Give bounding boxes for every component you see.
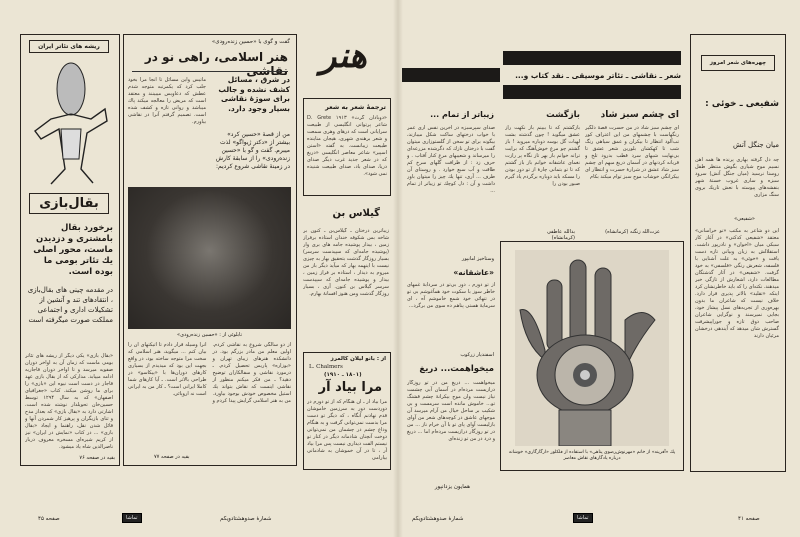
- continued-note: بقیه در صفحه ۷۶: [79, 455, 115, 461]
- theatre-roots-column: [20, 34, 120, 466]
- poem-body: صدای سپرسبزه در آخرین نفس اری عمر با خواب درختهای ساکت شکل میبازند، بیگونه برای تو سخن از گلستوزاری میتوان گفت با درختان نازك که دگرشده مزرعه‌ای را میرساند و شعیبهای مرغ کنار آفتاب . و حرف زد : از ظرافت گلهای سرخ کم طاقت و آب سبع خوارد . و روستای آن طرف ... آری، تنها یك چیز را میتوان باور داشت و آن : دل کوچك تو زیباتر از تمام ...: [407, 125, 495, 194]
- poem-title: مرا بیاد آر: [318, 380, 382, 395]
- page-number: صفحه ۴۱: [738, 516, 760, 522]
- magazine-logo: تماشا: [573, 513, 593, 523]
- subheadline: در مقدمه چینی های بقال‌بازی ، انتقادهای تند و آتشین از تشکیلات اداری و اجتماعی مملکت صورت میگرفته است: [27, 286, 113, 324]
- divider: [132, 71, 288, 72]
- poem-author: بدالله عاطفی (کرمانشاه): [546, 229, 575, 241]
- continued-note: بقیه در صفحه ۷۷: [154, 454, 190, 460]
- article-body: «بقال بازی» یکی دیگر از ریشه های تئاتر بومی ماست که زمان آن به اواخر دوران صفویه میرسد و تا اواخر دوران قاجاریه ادامه مییابد. مدارکی که از بقال بازی عهد قاجار در دست است نیوه این «بازی» را برای ما روشن میکند. کتاب «جغرافیای اصفهان» که به سال ۱۲۹۴ توسط حسین‌خان تحویلدار نوشته شده است، اشارتی دارد به «بقال بازی» که بعداز مدح و ثنای بازیگران و پرهیز کار شمردن آنها و قائل شدن نقل، راهنما و ایجاد «بقال بازی» ... در کتاب «نمایش در ایران» نیز از کریم شیره‌ای مسخره معروف دربار ناصرالدین شاه یاد میشود.: [25, 353, 113, 450]
- section-logo-art: هنر: [320, 36, 367, 76]
- poem-body: از تو دورم ، دور بی‌تو در سردابهٔ غمهای خاطر سوز با سکوت خود همآغوشم بی تو در تنهائی خود شمع خاموشم آه ، ای سرمایهٔ هستی پناهم ده سوی من برگرد...: [407, 282, 495, 309]
- banner-bar-top: [503, 51, 681, 65]
- poem-author: عزت‌الله زنگنه (کرمانشاه): [605, 229, 660, 235]
- issue-label: شمارهٔ صدوهشتادویکم: [412, 516, 464, 522]
- poem-body: میخواهمت ... دریغ من در تو روزگار درازیست مرده‌ام در آسمان آبی چشمت نیاز نیست وان موج بیکرانهٔ چشم قشنگ تو... خاموش مانده است سرمست و بی شکیب بر ساحل خیال من آرام میرسد آن موجهای عاشق در کوچه‌های شعر من آوای بازلیست آوای پای تو با آن خرام ناز ... من در تو روزگار درازیست مرده‌ام اما ... دریغ و درد در من تو زنده‌ای: [407, 380, 495, 442]
- photo-caption: تابلوئی از : «حسین زنده‌رودی»: [177, 332, 242, 338]
- poem-author: وستاخیز امانپور: [461, 256, 494, 262]
- interview-article: [123, 34, 297, 466]
- decorated-hand-illustration-icon: [515, 250, 669, 446]
- banner-bar-left: [402, 68, 500, 82]
- magazine-logo: تماشا: [122, 513, 142, 523]
- poem-body: ای چشم سبز شاد در من حسرت قصهٔ دلگیر رنگهاست با چشمهای من این اعتراف کور تب‌آلود انتظار تا بیکران و عمق سیاهی رنگ شب تا کهکشان بلورین شعر عشق تا بی‌نهایت شبهای سرد قطب بدرود تلخ و قربانه کردنهای در آسمان دریغ مبهم ای چشم سبز شاد عشق در شرارهٔ حسرت و انتظار ای بیکرانگی خوشاب موج سبز توام میکند بکام: [585, 125, 679, 180]
- poem-author: همایون یزدانپور: [434, 484, 470, 490]
- poets-profile-sidebar: [690, 34, 786, 472]
- poem-author: از : بانو لیلان کالمرز: [330, 356, 386, 362]
- poem-body: بازگشتم که تا ببینم باز نکهت راز عشق میگوید ! چون گذشته بشت لهبات گل بوسه دوباره میروید ! باز گشتم چو مرغ خوش‌آهنگ که برایت ترانه خوانم باز بهر تاز نگاه پر رازت نغمای عاشقانه خوانم باز باز گشتم که تا تو بتمانی چارهٔ از تو دور بودن را مسکه باید دوباره برگردم یاد گیرم صبور بودن را: [505, 125, 580, 187]
- sidebar-body: این دو شاعر به مکتب «نو خراسانی» معتقد «شفیعی کدکنی» در آغاز کار سبکی میان «اخوان» و نادرپور داشت. استقلالش به زبان وبیانی تازه دست یافت و «خوئی» به علت آشنایی با فلسفه، شعرش رنگی «فلسفی» به خود گرفت. «شفیعی» در آثار گذشتگان مطالعات دارد، اشعارش از تازگی خبر میدهند. نکته‌ای را که باید خاطرنشان کرد اینکه «تقلید» بالاتر پذیری قرار دارد. خلاف نیست که شاعران ما بدون بهره‌وری از تجربه‌های نسل پیشاز خود، بجایی نمیرسند و نوگرایی شاعران صاحب ذوق تازه و جوراپیشرفت گسترش شان میدهد که آیندهی درخشان مرئیان دارند: [695, 228, 779, 339]
- article-body-bottom: از دو سالگی شروع به نقاشی کردم. اولین معلم من مادر بزرگم بود. در دانشکده هنرهای زیبای تهران و «بوزاره» پاریس تحصیل کردم. ـ درمورد نقاشی و سفالکاران توضیح دهید؟ ـ من فکر میکنم منظور از نقاشی اینست که نقاش بتواند یك استیل مخصوص خودش بوجود بیاورد. من به هنر اسلامی گرایش پیدا کردم و آنرا وسیله قرار دادم تا اتیکتهای آن را بیان کنم ... میگوید، هنر اسلامی که سخت مرا متوجه ساخته بود، در واقع بجهت این بود که میدیدم از بسیاری کارهای دوران‌ها با «پیکاسو» در طراحی بالاتر است. ـ آیا کارهای شما کاملا ایرانی است؟ ـ کار من به ایرانی است نه اروپائی.: [128, 342, 291, 404]
- box-body: «دوبادان گرث» D. Grete ۱۹۱۳ شاعر پرتوانی انگلیسی از طبیعت سرایانی است که درهای وهری سمعت و شعر برهنه‌ی شهری، هیجان مناینده طبیعت زیبانست. به گفته «استن اسپیر» شاعر معاصر انگلیسی «دریغ که در شعر جدید غرب دیگر صدای دریا، صدای باد، صدای طبیعت شنیده نمی شود».: [307, 115, 387, 177]
- poem-author: اسفندیار زرکوب: [460, 352, 494, 358]
- intro-body: من از قصهٔ «حسین کرد» بیشتر از «دکتر ژیواگو» لذت میبرم. گفت و گو با «حسین زنده‌رودی» را از سابقهٔ کارش در زمینهٔ نقاشی شروع کردیم:: [215, 131, 290, 170]
- box-title: ترجمهٔ شعر به شعر: [325, 103, 386, 111]
- poem-title: میان جنگل آتش: [732, 141, 779, 149]
- poem-title: گیلاس بن: [332, 208, 380, 219]
- poem-title: میخواهمت... دریغ: [419, 364, 494, 374]
- article-title: هنر اسلامی، راهی نو در نقاشی: [144, 50, 288, 78]
- sidebar-title: شفیعی ـ خوئی :: [705, 99, 779, 109]
- section-banner: شعر ـ نقاشی ـ تئاتر موسیقی ـ نقد کتاب و...: [515, 71, 681, 80]
- headline: برخورد بقال بامشتری و دزدیدن ماست، محور اصلی یك تئاتر بومی ما بوده است.: [33, 223, 113, 277]
- article-body-top: ماتیس واین مسائل تا آنجا مرا بخود جلب کرد که یکمرتبه متوجه شدم عطش که دعاویس میبینند و معتقد است که مریض را معالجه میکند پاك میباشد و روانی تازه و کشف شده است. تصمیم گرفتم آنرا در نقاشی بیاورم.: [128, 77, 206, 125]
- puppet-illustration-icon: [31, 59, 109, 189]
- banner-bar-bottom: [503, 85, 681, 99]
- painting-photo: [128, 187, 291, 329]
- illustration-caption: پك «آفرینه» از خانم «مهرنوش‌رضوی پناهی» با استفاده از فلکلور «ارگارگاری» خوشانه درباره یادگارهای نقاش معاصر: [508, 450, 676, 461]
- poem-author-latin: L. Chalmers: [309, 364, 343, 370]
- intro-headline: در شرق ، مسائل کشف نشده و جالب برای سوژهٔ نقاشی بسیار وجود دارد.: [218, 75, 290, 113]
- author-dates: (۱۸۰۱ ـ ۱۹۱۰): [324, 372, 362, 378]
- poem-title: «عاشقانه»: [453, 268, 494, 277]
- poem-author: «شفیعی»: [734, 216, 755, 222]
- poem-body: مرا بیاد آر ـ آن هنگام که از تو دورم در دوردست دور به سرزمین خاموشان قدم نهادنم آنگاه ، که دیگر تو دست مرا بدست نمی‌توانی گرفت و به هنگام وداع چشم در چشمان من نمی‌توانی دوخت آنچنان شادمانه دیگر در کنار تو نیستم الفت دیداری نیست پس مرا بیاد آر ، تا در آن خموشان به شادمانی بیارامی: [307, 399, 387, 461]
- article-kicker: گفت و گوی با «حسین زنده‌رودی»: [211, 39, 290, 45]
- sidebar-label: چهره‌های شعر امروز: [701, 55, 775, 71]
- translation-box: [303, 98, 391, 196]
- remember-me-box: [303, 352, 391, 470]
- issue-label: شمارهٔ صدوهشتادویکم: [220, 516, 272, 522]
- poem-title: زیباتر از تمام ...: [430, 110, 494, 119]
- poem-title: ای چشم سبز شاد: [600, 110, 679, 120]
- series-label: ریشه های تئاتر ایران: [29, 40, 109, 53]
- poem-title: بازگشت: [546, 110, 580, 120]
- poem-body: چه دل گرفته بهاری پرنده ها همه آهن نسیم موج شیاری بگوش منتظر طفل روستا نرسید (میان جنگل آتش) سرود سبزه و ساری غروب خستهٔ شهر بنفشه‌های پیوسته با نعش تاریك بروی سنگ مزاری: [695, 157, 779, 198]
- illustration-frame: [500, 241, 684, 471]
- poem-body: زیباترین درختان ـ گیلاس‌بن ـ کنون بر شاخه بس شکوفه خندان استاده برفراز زمین ، بیدار پوشیده جامه های بری وار (پوشیده جامه‌ای که سپیدست سرسر) بسیار روزگار گذشت بتحقیق بهار به چیزی نیست با اینهمه بهار که میآید دیگر باز من میروم به دیدار ، استاده بر فراز زمین ، بیدار و پوشیده جامه‌ای که سپیدست سرسر گیلاس بن کنون. آری ، بسیار روزگار گذشت ومن هنوز افسانهٔ بهارم.: [303, 228, 389, 297]
- section-title: بقال‌بازی: [29, 193, 109, 214]
- page-number: صفحه ۴۵: [38, 516, 60, 522]
